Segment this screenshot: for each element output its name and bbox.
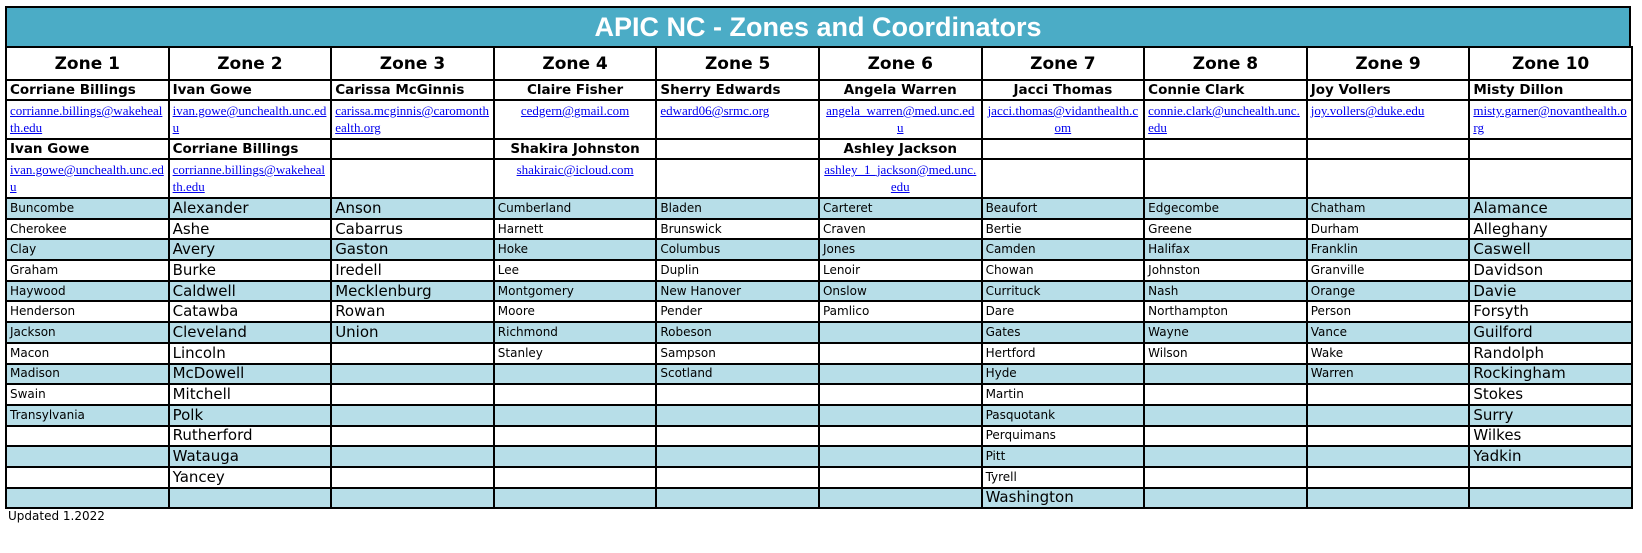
county-cell — [169, 488, 332, 509]
coordinator-email-link[interactable]: misty.garner@novanthealth.org — [1473, 103, 1627, 135]
county-row — [6, 301, 1632, 322]
county-cell: Clay — [6, 239, 169, 260]
county-cell: Lenoir — [819, 260, 982, 281]
email-cell — [819, 159, 982, 198]
county-cell: Hyde — [982, 364, 1145, 385]
county-cell — [1144, 488, 1307, 509]
coordinator-name: Corriane Billings — [169, 139, 332, 159]
county-cell: Haywood — [6, 281, 169, 302]
county-cell: Yancey — [169, 467, 332, 488]
coordinator-name — [1307, 139, 1470, 159]
county-cell: Rutherford — [169, 426, 332, 447]
county-row — [6, 405, 1632, 426]
county-cell: Scotland — [656, 364, 819, 385]
coordinator-name: Angela Warren — [819, 80, 982, 100]
email-cell — [6, 159, 169, 198]
coordinator-email-link[interactable]: connie.clark@unchealth.unc.edu — [1148, 103, 1300, 135]
coordinator-name: Joy Vollers — [1307, 80, 1470, 100]
county-cell — [1144, 405, 1307, 426]
county-cell: Onslow — [819, 281, 982, 302]
county-cell: Duplin — [656, 260, 819, 281]
county-cell: Forsyth — [1469, 301, 1632, 322]
county-cell: Sampson — [656, 343, 819, 364]
county-cell: Bladen — [656, 198, 819, 219]
email-cell — [169, 159, 332, 198]
county-cell: Jones — [819, 239, 982, 260]
county-cell: Catawba — [169, 301, 332, 322]
county-cell: Stanley — [494, 343, 657, 364]
county-cell — [331, 446, 494, 467]
zones-table — [5, 46, 1633, 509]
email-cell — [494, 159, 657, 198]
email-cell — [982, 159, 1145, 198]
county-row — [6, 446, 1632, 467]
county-cell: Stokes — [1469, 384, 1632, 405]
county-row — [6, 239, 1632, 260]
county-cell: Northampton — [1144, 301, 1307, 322]
county-cell: Johnston — [1144, 260, 1307, 281]
coordinator-name: Carissa McGinnis — [331, 80, 494, 100]
county-cell: Pender — [656, 301, 819, 322]
county-cell: Vance — [1307, 322, 1470, 343]
county-cell: Richmond — [494, 322, 657, 343]
county-cell: Davie — [1469, 281, 1632, 302]
county-cell: Wilson — [1144, 343, 1307, 364]
county-cell — [494, 426, 657, 447]
county-row — [6, 260, 1632, 281]
coordinator-name — [1469, 139, 1632, 159]
county-cell: Hoke — [494, 239, 657, 260]
county-cell: Harnett — [494, 219, 657, 240]
zone-header: Zone 10 — [1469, 47, 1632, 80]
zone-header: Zone 9 — [1307, 47, 1470, 80]
county-cell: Gates — [982, 322, 1145, 343]
county-cell — [1144, 446, 1307, 467]
email-cell — [656, 159, 819, 198]
coordinator-name — [1144, 139, 1307, 159]
coordinator-name: Misty Dillon — [1469, 80, 1632, 100]
county-cell: Person — [1307, 301, 1470, 322]
county-cell: Burke — [169, 260, 332, 281]
county-cell: Pamlico — [819, 301, 982, 322]
county-cell: Martin — [982, 384, 1145, 405]
county-cell: Mitchell — [169, 384, 332, 405]
coordinator-email-link[interactable]: edward06@srmc.org — [660, 103, 770, 118]
county-cell: Buncombe — [6, 198, 169, 219]
county-row — [6, 281, 1632, 302]
zone-header: Zone 3 — [331, 47, 494, 80]
county-cell: Beaufort — [982, 198, 1145, 219]
county-cell: Caswell — [1469, 239, 1632, 260]
county-cell: Union — [331, 322, 494, 343]
county-cell: Macon — [6, 343, 169, 364]
zone-header: Zone 2 — [169, 47, 332, 80]
zones-sheet — [5, 6, 1631, 509]
county-cell — [1144, 426, 1307, 447]
zone-header: Zone 6 — [819, 47, 982, 80]
county-cell — [331, 364, 494, 385]
county-cell: Alleghany — [1469, 219, 1632, 240]
county-cell — [819, 446, 982, 467]
county-cell: Craven — [819, 219, 982, 240]
county-cell — [494, 384, 657, 405]
email-cell — [494, 100, 657, 139]
county-cell: Anson — [331, 198, 494, 219]
coordinator-email-link[interactable]: angela_warren@med.unc.edu — [826, 103, 975, 135]
county-cell — [1469, 467, 1632, 488]
email-cell — [1307, 100, 1470, 139]
county-cell: Transylvania — [6, 405, 169, 426]
county-cell: Dare — [982, 301, 1145, 322]
county-cell: Pasquotank — [982, 405, 1145, 426]
county-cell: Durham — [1307, 219, 1470, 240]
county-cell: Granville — [1307, 260, 1470, 281]
county-cell — [331, 384, 494, 405]
county-cell — [819, 343, 982, 364]
county-cell: Camden — [982, 239, 1145, 260]
county-cell: Wake — [1307, 343, 1470, 364]
county-cell: Moore — [494, 301, 657, 322]
coordinator-name: Connie Clark — [1144, 80, 1307, 100]
county-cell: Columbus — [656, 239, 819, 260]
coordinator-email-link[interactable]: carissa.mcginnis@caromonthealth.org — [335, 103, 490, 135]
county-cell: Iredell — [331, 260, 494, 281]
coordinator-name — [982, 139, 1145, 159]
county-row — [6, 384, 1632, 405]
county-cell: Rowan — [331, 301, 494, 322]
county-cell: Cabarrus — [331, 219, 494, 240]
county-cell: Henderson — [6, 301, 169, 322]
email-cell — [819, 100, 982, 139]
coordinator-name: Corriane Billings — [6, 80, 169, 100]
coordinator-email-link[interactable]: joy.vollers@duke.edu — [1310, 103, 1425, 118]
county-cell: Pitt — [982, 446, 1145, 467]
county-cell: Gaston — [331, 239, 494, 260]
county-cell: Brunswick — [656, 219, 819, 240]
county-cell: Jackson — [6, 322, 169, 343]
county-cell: McDowell — [169, 364, 332, 385]
zone-header: Zone 7 — [982, 47, 1145, 80]
county-cell: Carteret — [819, 198, 982, 219]
county-cell — [819, 384, 982, 405]
county-cell: Chowan — [982, 260, 1145, 281]
coordinator-name: Ivan Gowe — [6, 139, 169, 159]
county-cell — [819, 488, 982, 509]
email-cell — [1144, 159, 1307, 198]
county-cell — [1144, 384, 1307, 405]
county-cell — [6, 467, 169, 488]
updated-note: Updated 1.2022 — [8, 509, 105, 523]
county-cell — [331, 426, 494, 447]
county-cell — [494, 446, 657, 467]
county-cell — [6, 488, 169, 509]
county-cell — [494, 467, 657, 488]
county-cell — [1307, 467, 1470, 488]
coordinator-name: Ashley Jackson — [819, 139, 982, 159]
county-cell — [6, 426, 169, 447]
county-cell: Caldwell — [169, 281, 332, 302]
county-cell: Hertford — [982, 343, 1145, 364]
coordinator-email-link[interactable]: corrianne.billings@wakehealth.edu — [172, 162, 325, 194]
county-cell: Guilford — [1469, 322, 1632, 343]
zone-header: Zone 8 — [1144, 47, 1307, 80]
county-cell: Randolph — [1469, 343, 1632, 364]
zone-header: Zone 4 — [494, 47, 657, 80]
county-cell — [1144, 364, 1307, 385]
email-cell — [1469, 159, 1632, 198]
county-cell — [656, 426, 819, 447]
county-cell: Warren — [1307, 364, 1470, 385]
coordinator-email-link[interactable]: cedgern@gmail.com — [520, 103, 630, 118]
county-cell: Alexander — [169, 198, 332, 219]
county-cell: Greene — [1144, 219, 1307, 240]
county-cell: Avery — [169, 239, 332, 260]
coordinator-email-link[interactable]: ivan.gowe@unchealth.unc.edu — [10, 162, 164, 194]
coordinator-name: Claire Fisher — [494, 80, 657, 100]
coordinator-email-link[interactable]: jacci.thomas@vidanthealth.com — [987, 103, 1139, 135]
coordinator-name: Jacci Thomas — [982, 80, 1145, 100]
county-cell: Franklin — [1307, 239, 1470, 260]
county-cell: Cumberland — [494, 198, 657, 219]
county-cell: Wayne — [1144, 322, 1307, 343]
county-row — [6, 364, 1632, 385]
zone-header: Zone 1 — [6, 47, 169, 80]
county-cell — [656, 405, 819, 426]
coordinator-email-link[interactable]: corrianne.billings@wakehealth.edu — [10, 103, 163, 135]
county-cell — [1307, 405, 1470, 426]
county-cell: Nash — [1144, 281, 1307, 302]
county-row — [6, 488, 1632, 509]
county-cell — [1307, 488, 1470, 509]
county-cell: Watauga — [169, 446, 332, 467]
county-cell — [819, 426, 982, 447]
email-cell — [656, 100, 819, 139]
county-row — [6, 322, 1632, 343]
county-row — [6, 219, 1632, 240]
county-cell: Robeson — [656, 322, 819, 343]
email-cell — [331, 159, 494, 198]
county-cell — [1307, 426, 1470, 447]
county-cell: Montgomery — [494, 281, 657, 302]
county-row — [6, 426, 1632, 447]
county-cell — [494, 364, 657, 385]
county-cell — [656, 446, 819, 467]
county-cell — [1307, 384, 1470, 405]
county-cell: New Hanover — [656, 281, 819, 302]
email-cell — [1144, 100, 1307, 139]
county-cell: Mecklenburg — [331, 281, 494, 302]
coordinator-email-link[interactable]: ashley_1_jackson@med.unc.edu — [824, 162, 977, 194]
county-cell: Wilkes — [1469, 426, 1632, 447]
county-cell — [331, 405, 494, 426]
coordinator-name — [331, 139, 494, 159]
county-cell: Tyrell — [982, 467, 1145, 488]
county-cell: Cleveland — [169, 322, 332, 343]
county-cell: Lincoln — [169, 343, 332, 364]
coordinator-name: Ivan Gowe — [169, 80, 332, 100]
county-cell: Bertie — [982, 219, 1145, 240]
sheet-title: APIC NC - Zones and Coordinators — [5, 6, 1631, 46]
county-cell — [1144, 467, 1307, 488]
county-cell — [331, 467, 494, 488]
county-cell — [656, 384, 819, 405]
county-cell — [331, 343, 494, 364]
coordinator-name: Shakira Johnston — [494, 139, 657, 159]
county-cell: Orange — [1307, 281, 1470, 302]
county-cell: Polk — [169, 405, 332, 426]
county-row — [6, 198, 1632, 219]
email-cell — [1307, 159, 1470, 198]
coordinator-name: Sherry Edwards — [656, 80, 819, 100]
email-cell — [169, 100, 332, 139]
county-row — [6, 467, 1632, 488]
county-cell — [819, 467, 982, 488]
county-cell: Graham — [6, 260, 169, 281]
county-cell — [1469, 488, 1632, 509]
county-cell: Washington — [982, 488, 1145, 509]
county-cell — [656, 467, 819, 488]
county-cell — [819, 364, 982, 385]
county-cell: Edgecombe — [1144, 198, 1307, 219]
county-cell — [1307, 446, 1470, 467]
county-cell: Yadkin — [1469, 446, 1632, 467]
county-cell: Rockingham — [1469, 364, 1632, 385]
county-cell: Cherokee — [6, 219, 169, 240]
county-row — [6, 343, 1632, 364]
county-cell — [331, 488, 494, 509]
county-cell — [819, 322, 982, 343]
county-cell: Ashe — [169, 219, 332, 240]
county-cell: Swain — [6, 384, 169, 405]
county-cell: Currituck — [982, 281, 1145, 302]
county-cell — [494, 405, 657, 426]
county-cell: Lee — [494, 260, 657, 281]
coordinator-email-link[interactable]: shakiraic@icloud.com — [516, 162, 634, 177]
county-cell: Alamance — [1469, 198, 1632, 219]
coordinator-name — [656, 139, 819, 159]
zone-header: Zone 5 — [656, 47, 819, 80]
county-cell: Chatham — [1307, 198, 1470, 219]
county-cell — [6, 446, 169, 467]
county-cell: Davidson — [1469, 260, 1632, 281]
county-cell: Surry — [1469, 405, 1632, 426]
email-cell — [1469, 100, 1632, 139]
county-cell: Perquimans — [982, 426, 1145, 447]
coordinator-email-link[interactable]: ivan.gowe@unchealth.unc.edu — [172, 103, 327, 135]
county-cell — [494, 488, 657, 509]
county-cell — [656, 488, 819, 509]
email-cell — [982, 100, 1145, 139]
county-cell: Madison — [6, 364, 169, 385]
email-cell — [331, 100, 494, 139]
county-cell — [819, 405, 982, 426]
email-cell — [6, 100, 169, 139]
county-cell: Halifax — [1144, 239, 1307, 260]
